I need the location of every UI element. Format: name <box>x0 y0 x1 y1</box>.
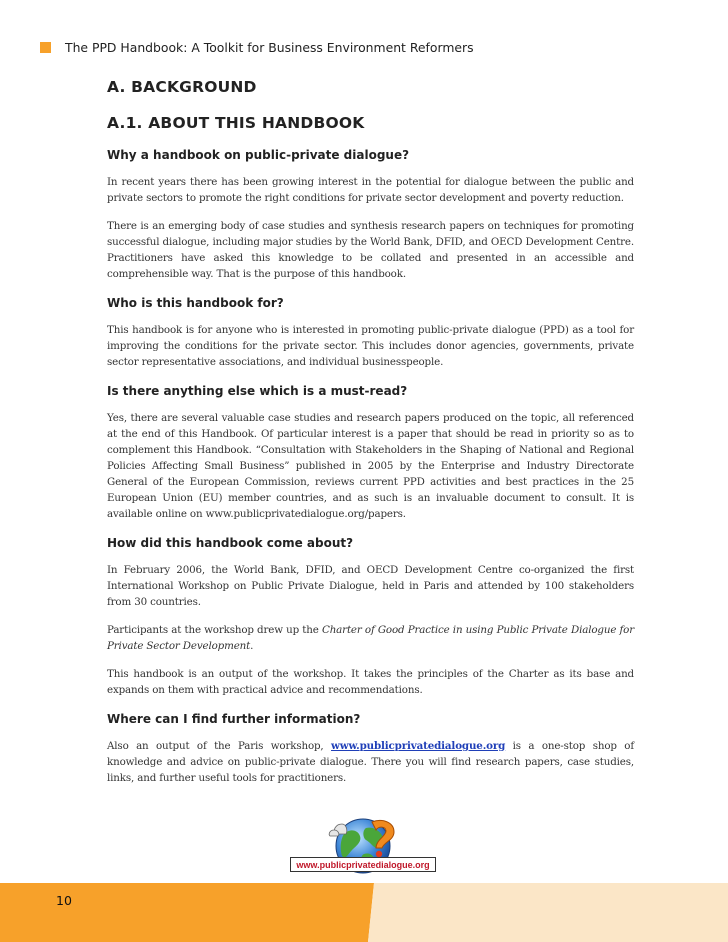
info-prefix: Also an output of the Paris workshop, <box>107 740 332 752</box>
charter-paragraph <box>107 622 634 654</box>
charter-suffix: . <box>250 640 254 652</box>
section-heading: A. BACKGROUND <box>107 78 257 96</box>
running-header <box>40 40 698 55</box>
page-content <box>107 76 634 786</box>
website-logo[interactable] <box>286 816 440 881</box>
info-suffix: is a one-stop shop of knowledge and advice on public-private dialogue. There you will find research papers, case studies, links, and further useful tools for practitioners. <box>107 740 634 784</box>
subsection-heading: A.1. ABOUT THIS HANDBOOK <box>107 114 365 132</box>
paragraph: Yes, there are several valuable case studies and research papers produced on the topic, all referenced at the end of this Handbook. Of particular interest is a paper that should be read in priority so as to complement this Handbook. “Consultation with Stakeholders in the Shaping of National and Regional Policies Affecting Small Business” published in 2005 by the Enterprise and Industry Directorate General of the European Commission, reviews current PPD activities and best practices in the 25 European Union (EU) member countries, and as such is an invaluable document to consult. It is available online on www.publicprivatedialogue.org/papers. <box>107 412 634 520</box>
website-link[interactable]: www.publicprivatedialogue.org <box>331 740 506 752</box>
footer-orange-band <box>0 883 374 942</box>
footer-light-band <box>368 883 728 942</box>
header-title: The PPD Handbook: A Toolkit for Business Environment Reformers <box>65 40 474 55</box>
info-paragraph <box>107 738 634 786</box>
paragraph: In recent years there has been growing interest in the potential for dialogue between the public and private sectors to promote the right conditions for private sector development and poverty reduction. <box>107 176 634 204</box>
question-heading-how: How did this handbook come about? <box>107 536 354 550</box>
question-heading-who: Who is this handbook for? <box>107 296 284 310</box>
footer-band <box>0 883 728 942</box>
paragraph: This handbook is for anyone who is interested in promoting public-private dialogue (PPD) as a tool for improving the conditions for the private sector. This includes donor agencies, governments, private sector representative associations, and individual businesspeople. <box>107 324 634 368</box>
header-square-icon <box>40 42 51 53</box>
question-heading-why: Why a handbook on public-private dialogue? <box>107 148 410 162</box>
page-number: 10 <box>56 893 72 908</box>
question-heading-where: Where can I find further information? <box>107 712 361 726</box>
logo-url-text: www.publicprivatedialogue.org <box>290 857 436 872</box>
charter-title: Charter of Good Practice in using Public Private Dialogue for Private Sector Development <box>107 624 635 652</box>
paragraph: In February 2006, the World Bank, DFID, and OECD Development Centre co-organized the first International Workshop on Public Private Dialogue, held in Paris and attended by 100 stakeholders from 30 countries. <box>107 564 634 608</box>
charter-prefix: Participants at the workshop drew up the <box>107 624 322 636</box>
paragraph: There is an emerging body of case studies and synthesis research papers on techniques for promoting successful dialogue, including major studies by the World Bank, DFID, and OECD Development Centre. Practitioners have asked this knowledge to be collated and presented in an accessible and comprehensible way. That is the purpose of this handbook. <box>107 220 634 280</box>
question-heading-must-read: Is there anything else which is a must-read? <box>107 384 408 398</box>
paragraph: This handbook is an output of the workshop. It takes the principles of the Charter as its base and expands on them with practical advice and recommendations. <box>107 668 634 696</box>
